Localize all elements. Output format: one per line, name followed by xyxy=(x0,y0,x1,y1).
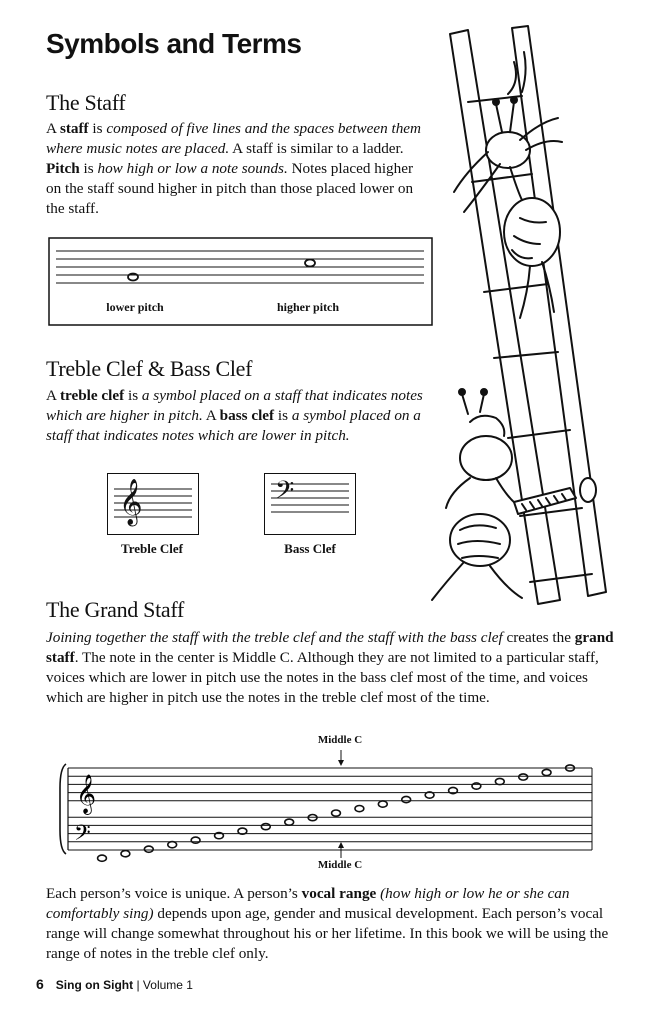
whole-note xyxy=(121,851,130,857)
bass-clef-label: Bass Clef xyxy=(284,541,336,556)
whole-note xyxy=(144,846,153,852)
treble-clef-box xyxy=(107,473,199,535)
closing-paragraph: Each person’s voice is unique. A person’s vocal range (how high or low he or she can comfortably sing) depends upon age, gender and musical development. Each person’s vocal range will change somewhat throughout his or her lifetime. In this book we will be using the range of notes in the treble clef only. xyxy=(46,885,609,962)
clef-paragraph: A treble clef is a symbol placed on a staff that indicates notes which are higher in pitch. A bass clef is a symbol placed on a staff that indicates notes which are lower in pitch. xyxy=(46,387,423,444)
whole-note xyxy=(495,778,504,784)
higher-note xyxy=(305,260,315,267)
whole-note xyxy=(332,810,341,816)
grand-staff-heading: The Grand Staff xyxy=(46,597,185,622)
lower-pitch-label: lower pitch xyxy=(106,300,164,314)
whole-note xyxy=(98,855,107,861)
staff-paragraph: A staff is composed of five lines and the spaces between them where music notes are placed. A staff is similar to a ladder. Pitch is how high or low a note sounds. Notes placed higher on the staff sound higher in pitch than those placed lower on the staff. xyxy=(46,120,421,217)
whole-note xyxy=(261,824,270,830)
system-brace xyxy=(60,764,66,854)
page-footer xyxy=(36,976,193,992)
whole-note xyxy=(168,842,177,848)
whole-note xyxy=(285,819,294,825)
volume-label: Volume 1 xyxy=(142,978,193,992)
whole-note xyxy=(378,801,387,807)
staff-heading: The Staff xyxy=(46,90,126,115)
grand-staff-diagram xyxy=(60,762,596,862)
page-number: 6 xyxy=(36,976,44,992)
grand-staff-paragraph: Joining together the staff with the treble clef and the staff with the bass clef creates the grand staff. The note in the center is Middle C. Although they are not limited to a particular staff, voices which are lower in pitch use the notes in the bass clef most of the time, and voices which are higher in pitch use the notes in the treble clef most of the time. xyxy=(46,629,614,706)
bass-clef-box xyxy=(264,473,356,535)
higher-pitch-label: higher pitch xyxy=(276,300,340,314)
clef-heading: Treble Clef & Bass Clef xyxy=(46,356,253,381)
middle-c-top-label: Middle C xyxy=(317,734,363,746)
whole-note xyxy=(519,774,528,780)
whole-note xyxy=(191,837,200,843)
ladder-illustration xyxy=(410,22,620,612)
book-title: Sing on Sight xyxy=(55,978,134,992)
middle-c-bottom-label: Middle C xyxy=(317,859,363,871)
whole-note xyxy=(355,805,364,811)
whole-note xyxy=(402,796,411,802)
bass-clef-icon: 𝄢 xyxy=(74,820,91,851)
treble-clef-icon: 𝄞 xyxy=(76,773,97,814)
footer-separator: | xyxy=(133,978,143,992)
whole-note xyxy=(542,769,551,775)
bass-clef-icon: 𝄢 xyxy=(275,476,295,511)
middle-c-bottom-arrow xyxy=(336,842,346,860)
treble-clef-label: Treble Clef xyxy=(121,541,183,556)
whole-note xyxy=(472,783,481,789)
treble-clef-icon: 𝄞 xyxy=(119,479,143,525)
page-title: Symbols and Terms xyxy=(46,28,302,59)
